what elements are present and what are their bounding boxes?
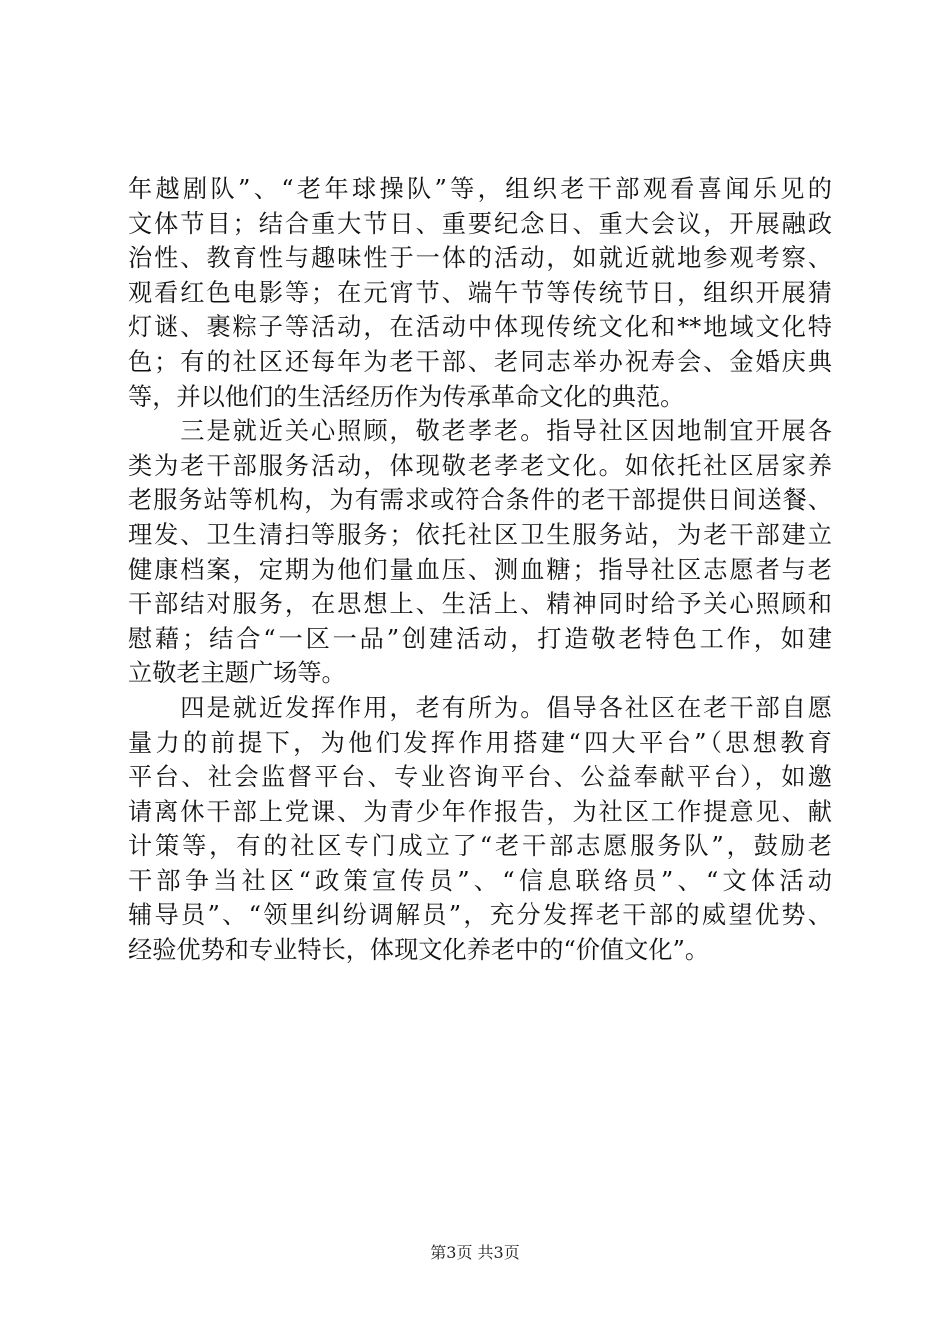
text-line: 观看红色电影等；在元宵节、端午节等传统节日，组织开展猜 — [128, 278, 832, 307]
text-line: 干部结对服务，在思想上、生活上、精神同时给予关心照顾和 — [128, 590, 832, 619]
text-line: 干部争当社区“政策宣传员”、“信息联络员”、“文体活动 — [128, 866, 832, 895]
text-line: 灯谜、裹粽子等活动，在活动中体现传统文化和**地域文化特 — [128, 313, 832, 342]
text-line: 治性、教育性与趣味性于一体的活动，如就近就地参观考察、 — [128, 244, 832, 273]
text-line: 色；有的社区还每年为老干部、老同志举办祝寿会、金婚庆典 — [128, 347, 832, 376]
text-line: 理发、卫生清扫等服务；依托社区卫生服务站，为老干部建立 — [128, 520, 832, 549]
text-line: 立敬老主题广场等。 — [128, 659, 346, 688]
page-number-footer: 第3页 共3页 — [430, 1243, 520, 1262]
text-line: 文体节目；结合重大节日、重要纪念日、重大会议，开展融政 — [128, 209, 832, 238]
text-line: 三是就近关心照顾，敬老孝老。指导社区因地制宜开展各 — [128, 417, 832, 446]
document-body — [128, 172, 832, 968]
text-line: 四是就近发挥作用，老有所为。倡导各社区在老干部自愿 — [128, 693, 832, 722]
text-line: 经验优势和专业特长，体现文化养老中的“价值文化”。 — [128, 936, 710, 965]
text-line: 计策等，有的社区专门成立了“老干部志愿服务队”，鼓励老 — [128, 832, 832, 861]
text-line: 类为老干部服务活动，体现敬老孝老文化。如依托社区居家养 — [128, 451, 832, 480]
text-line: 老服务站等机构，为有需求或符合条件的老干部提供日间送餐、 — [128, 486, 832, 515]
text-line: 请离休干部上党课、为青少年作报告，为社区工作提意见、献 — [128, 797, 832, 826]
text-line: 等，并以他们的生活经历作为传承革命文化的典范。 — [128, 382, 685, 411]
text-line: 健康档案，定期为他们量血压、测血糖；指导社区志愿者与老 — [128, 555, 832, 584]
text-line: 平台、社会监督平台、专业咨询平台、公益奉献平台），如邀 — [128, 763, 832, 792]
text-line: 慰藉；结合“一区一品”创建活动，打造敬老特色工作，如建 — [128, 624, 832, 653]
text-line: 量力的前提下，为他们发挥作用搭建“四大平台”（思想教育 — [128, 728, 832, 757]
text-line: 辅导员”、“领里纠纷调解员”，充分发挥老干部的威望优势、 — [128, 901, 832, 930]
text-line: 年越剧队”、“老年球操队”等，组织老干部观看喜闻乐见的 — [128, 175, 832, 203]
